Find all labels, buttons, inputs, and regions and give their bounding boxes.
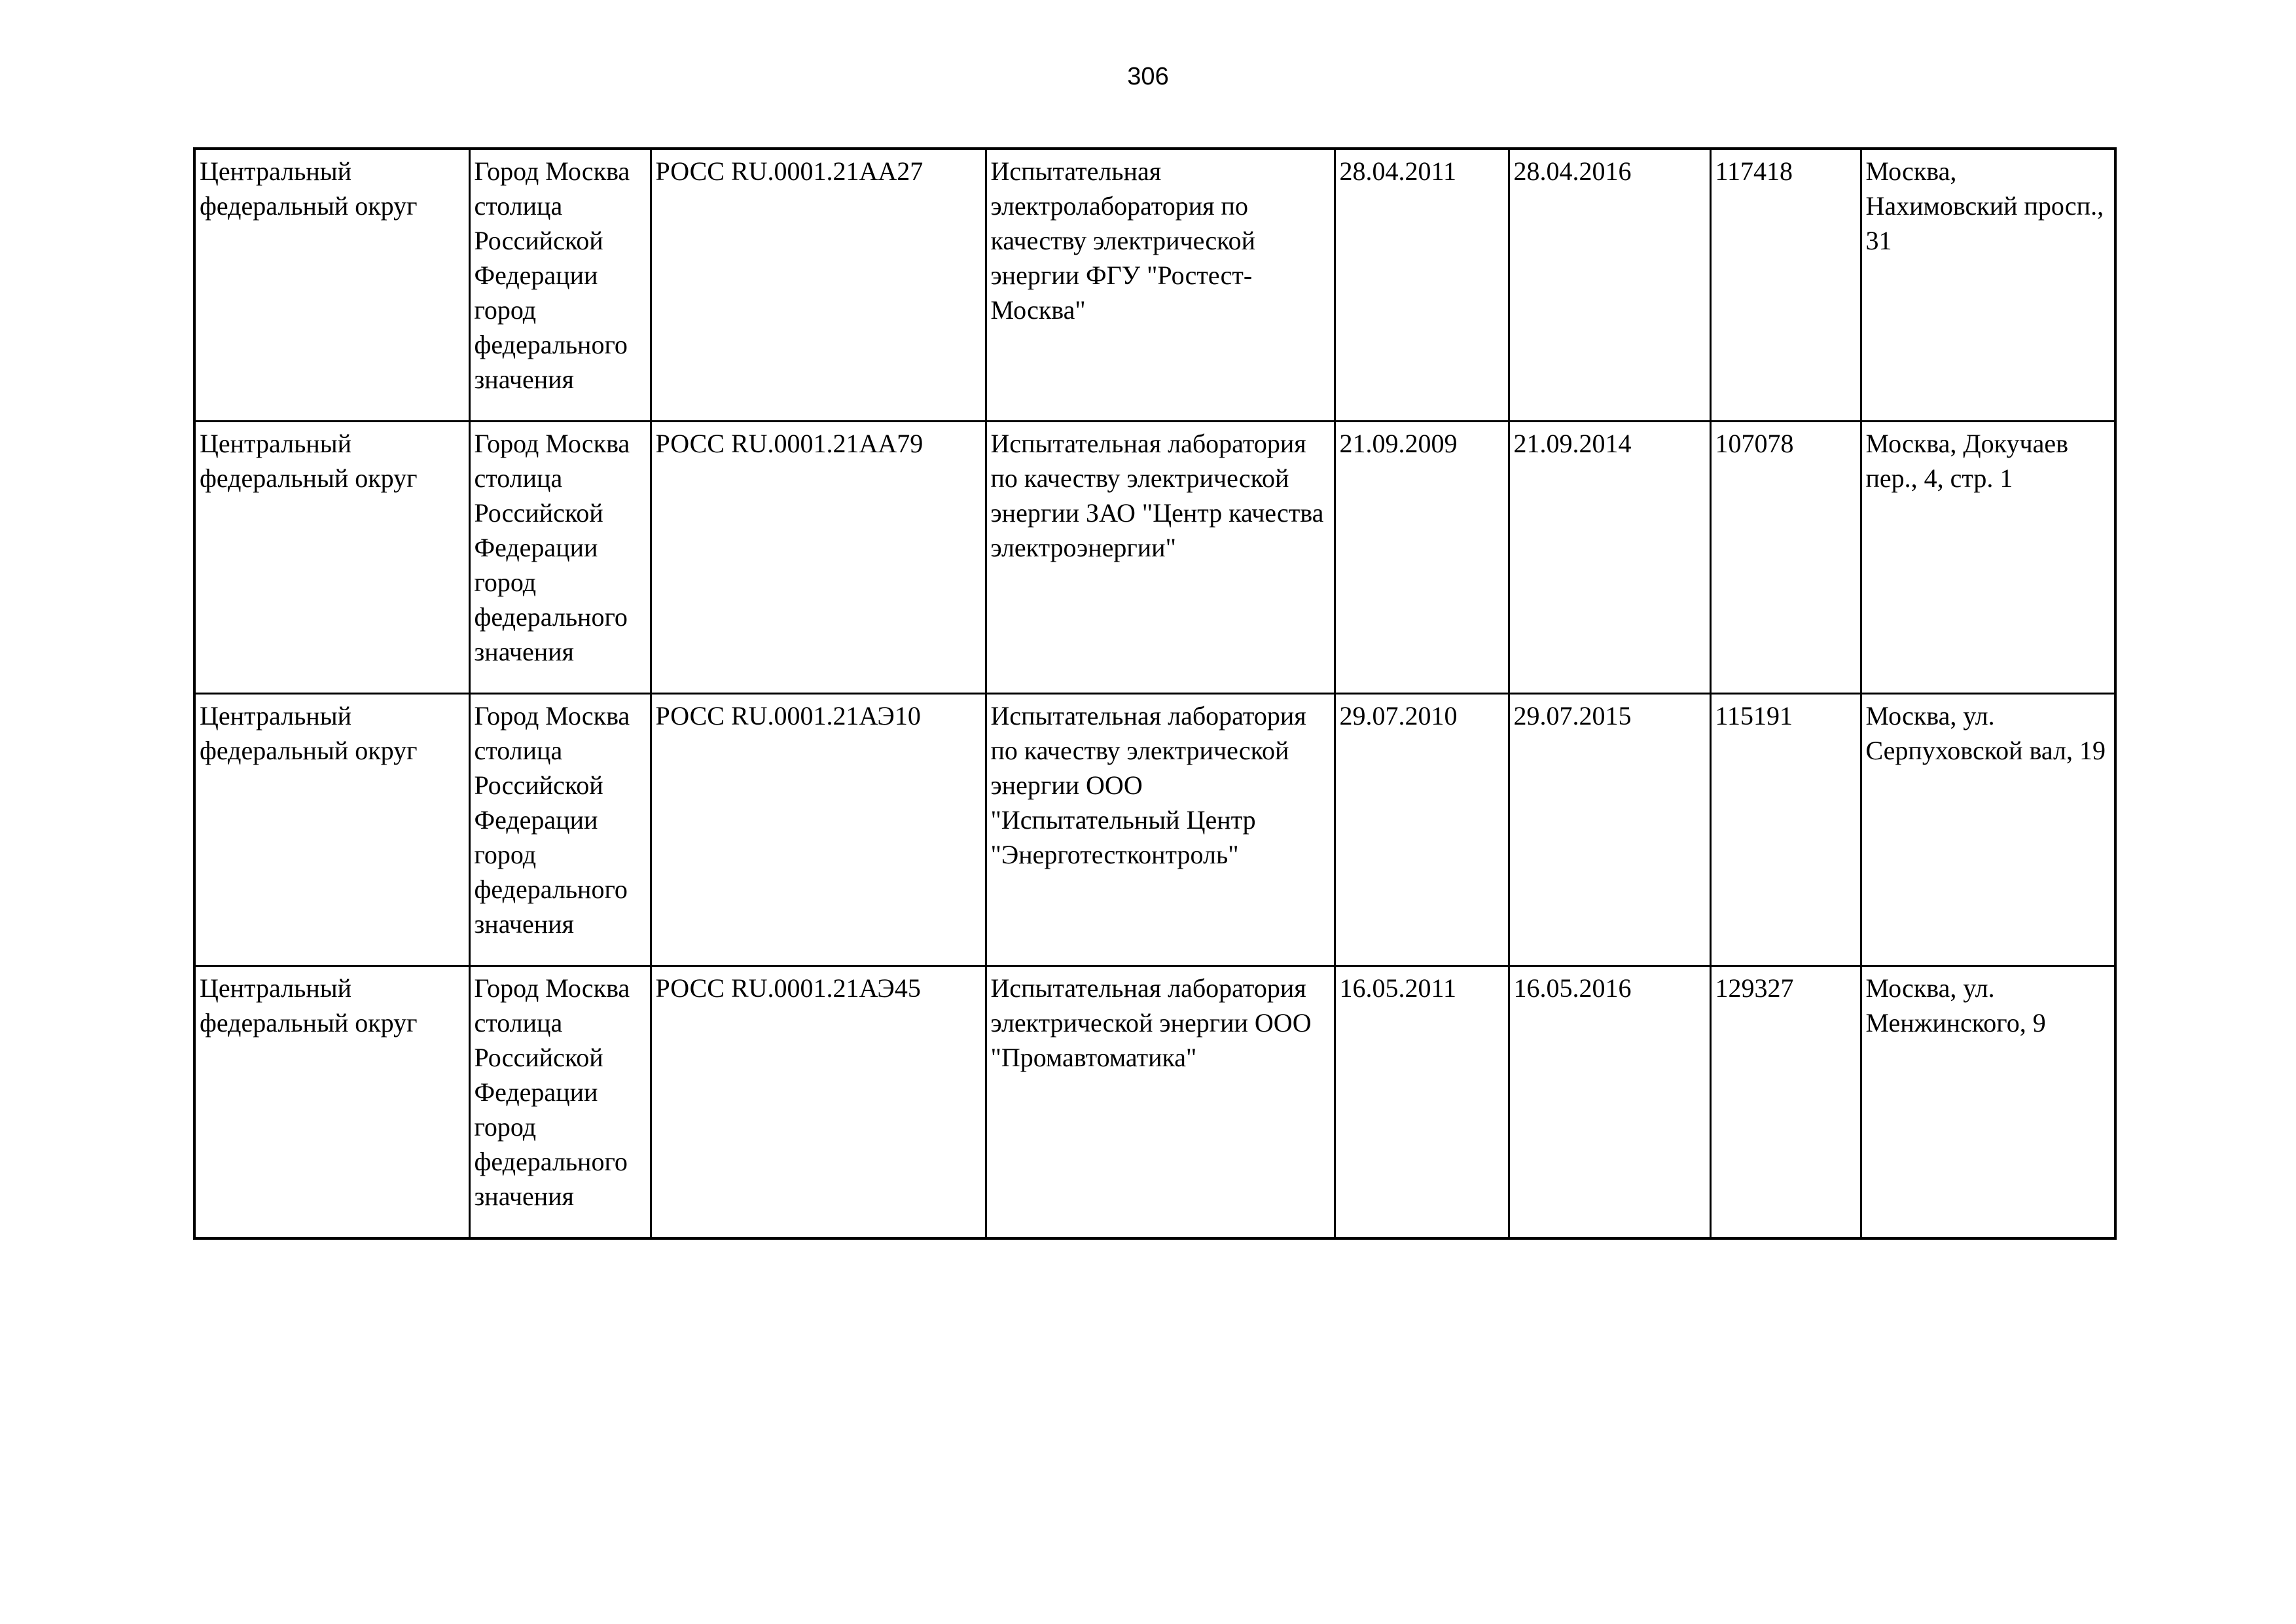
region-cell: Город Москва столица Российской Федерации город федерального значения	[469, 422, 651, 694]
organization-cell: Испытательная лаборатория по качеству электрической энергии ЗАО "Центр качества электроэнергии"	[986, 422, 1335, 694]
date-expires-cell: 28.04.2016	[1509, 149, 1710, 422]
table-row	[194, 149, 2115, 422]
date-issued-cell: 16.05.2011	[1335, 966, 1509, 1239]
district-cell: Центральный федеральный округ	[194, 149, 469, 422]
postal-code-cell: 129327	[1710, 966, 1861, 1239]
registration-number-cell: РОСС RU.0001.21АЭ10	[651, 694, 986, 966]
address-cell: Москва, ул. Серпуховской вал, 19	[1861, 694, 2115, 966]
postal-code-cell: 117418	[1710, 149, 1861, 422]
registry-table	[193, 147, 2117, 1240]
postal-code-cell: 115191	[1710, 694, 1861, 966]
address-cell: Москва, ул. Менжинского, 9	[1861, 966, 2115, 1239]
region-cell: Город Москва столица Российской Федерации город федерального значения	[469, 694, 651, 966]
registration-number-cell: РОСС RU.0001.21АА27	[651, 149, 986, 422]
table-row	[194, 694, 2115, 966]
district-cell: Центральный федеральный округ	[194, 422, 469, 694]
postal-code-cell: 107078	[1710, 422, 1861, 694]
region-cell: Город Москва столица Российской Федерации город федерального значения	[469, 966, 651, 1239]
organization-cell: Испытательная электролаборатория по качеству электрической энергии ФГУ "Ростест-Москва"	[986, 149, 1335, 422]
date-issued-cell: 28.04.2011	[1335, 149, 1509, 422]
date-expires-cell: 21.09.2014	[1509, 422, 1710, 694]
date-issued-cell: 29.07.2010	[1335, 694, 1509, 966]
date-expires-cell: 29.07.2015	[1509, 694, 1710, 966]
registration-number-cell: РОСС RU.0001.21АА79	[651, 422, 986, 694]
district-cell: Центральный федеральный округ	[194, 694, 469, 966]
table-row	[194, 422, 2115, 694]
district-cell: Центральный федеральный округ	[194, 966, 469, 1239]
address-cell: Москва, Докучаев пер., 4, стр. 1	[1861, 422, 2115, 694]
table-row	[194, 966, 2115, 1239]
address-cell: Москва, Нахимовский просп., 31	[1861, 149, 2115, 422]
region-cell: Город Москва столица Российской Федерации город федерального значения	[469, 149, 651, 422]
date-issued-cell: 21.09.2009	[1335, 422, 1509, 694]
date-expires-cell: 16.05.2016	[1509, 966, 1710, 1239]
registration-number-cell: РОСС RU.0001.21АЭ45	[651, 966, 986, 1239]
organization-cell: Испытательная лаборатория электрической энергии ООО "Промавтоматика"	[986, 966, 1335, 1239]
page-number: 306	[1127, 63, 1169, 90]
organization-cell: Испытательная лаборатория по качеству электрической энергии ООО "Испытательный Центр "Энерготестконтроль"	[986, 694, 1335, 966]
